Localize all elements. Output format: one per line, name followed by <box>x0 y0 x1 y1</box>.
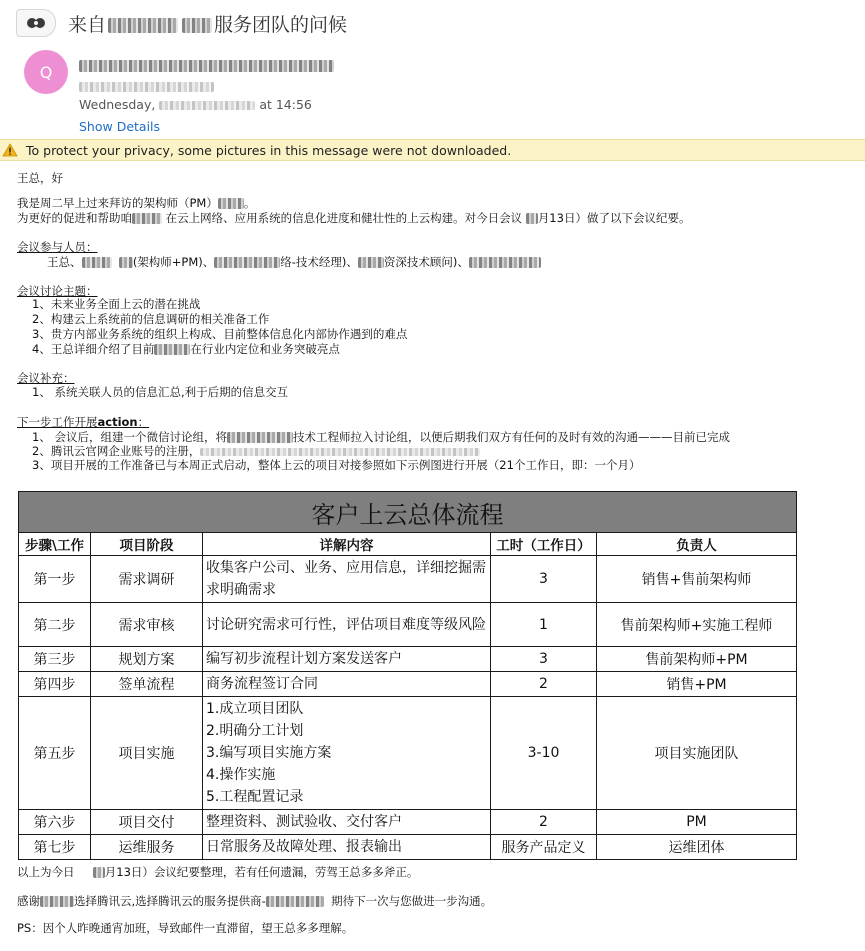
closing-text: 以上为今日 <box>17 865 75 879</box>
participants-line <box>17 255 541 270</box>
stage-cell: 项目交付 <box>91 810 203 835</box>
owner-cell: 运维团体 <box>597 835 797 860</box>
topic-item: 1、未来业务全面上云的潜在挑战 <box>32 297 201 311</box>
topic-item: 2、构建云上系统前的信息调研的相关准备工作 <box>32 312 270 326</box>
subject-suffix: 服务团队的问候 <box>214 13 348 36</box>
column-header: 工时（工作日） <box>491 533 597 556</box>
step-cell: 第七步 <box>19 835 91 860</box>
greeting: 王总，好 <box>17 171 63 185</box>
participant-text: 资深技术顾问)、 <box>383 255 469 269</box>
table-row <box>19 603 797 647</box>
owner-cell: 售前架构师+PM <box>597 647 797 672</box>
table-title: 客户上云总体流程 <box>19 492 797 533</box>
intro-text: 为更好的促进和帮助咱 <box>17 211 132 225</box>
redacted-text <box>82 257 112 268</box>
detail-line: 1.成立项目团队 <box>206 701 304 717</box>
closing-text: 选择腾讯云,选择腾讯云的服务提供商- <box>74 894 266 908</box>
redacted-text <box>154 344 190 355</box>
sender-name[interactable] <box>79 55 334 74</box>
detail-line: 3.编写项目实施方案 <box>206 745 332 761</box>
owner-cell: 项目实施团队 <box>597 697 797 810</box>
table-row <box>19 672 797 697</box>
intro-text: 月13日）做了以下会议纪要。 <box>537 211 691 225</box>
owner-cell: 销售+PM <box>597 672 797 697</box>
intro-line-1: 我是周二早上过来拜访的架构师（PM） 。 <box>17 196 256 210</box>
redacted-text <box>40 896 74 907</box>
redacted-text <box>469 257 541 268</box>
topics-title: 会议讨论主题： <box>17 284 98 298</box>
next-title-text: 下一步工作开展 <box>17 415 98 429</box>
warning-icon <box>2 143 18 157</box>
closing-line-2 <box>17 894 492 909</box>
redacted-text <box>119 257 133 268</box>
detail-line: 4.操作实施 <box>206 767 276 783</box>
conversation-icon <box>25 16 47 30</box>
days-cell: 3 <box>491 647 597 672</box>
next-title-bold: action <box>97 415 138 429</box>
step-cell: 第二步 <box>19 603 91 647</box>
subject-row <box>16 6 347 40</box>
redacted-text <box>159 101 255 110</box>
avatar-letter: Q <box>39 62 53 82</box>
privacy-warning-bar[interactable] <box>0 139 865 161</box>
stage-cell: 需求调研 <box>91 556 203 603</box>
redacted-text <box>132 213 162 224</box>
table-row <box>19 556 797 603</box>
stage-cell: 规划方案 <box>91 647 203 672</box>
stage-cell: 项目实施 <box>91 697 203 810</box>
detail-cell: 编写初步流程计划方案发送客户 <box>203 647 491 672</box>
column-header: 负责人 <box>597 533 797 556</box>
redacted-text <box>526 213 538 224</box>
subject-prefix: 来自 <box>68 13 107 36</box>
closing-text: 月13日）会议纪要整理，若有任何遗漏，劳驾王总多多斧正。 <box>104 865 419 879</box>
stage-cell: 需求审核 <box>91 603 203 647</box>
days-cell: 2 <box>491 672 597 697</box>
next-step-item <box>17 444 480 459</box>
step-cell: 第五步 <box>19 697 91 810</box>
table-row <box>19 810 797 835</box>
intro-line-2 <box>17 211 690 226</box>
cloud-migration-flow-table <box>18 491 797 860</box>
topic-item: 3、贵方内部业务系统的组织上构成、目前整体信息化内部协作遇到的难点 <box>32 327 408 341</box>
column-header: 项目阶段 <box>91 533 203 556</box>
supplement-title: 会议补充： <box>17 371 75 385</box>
table-row <box>19 835 797 860</box>
redacted-text <box>214 257 280 268</box>
column-header: 详解内容 <box>203 533 491 556</box>
stage-cell: 运维服务 <box>91 835 203 860</box>
next-step-text: 2、腾讯云官网企业账号的注册， <box>32 444 201 458</box>
redacted-text <box>108 18 178 33</box>
redacted-text <box>93 867 105 878</box>
detail-cell: 讨论研究需求可行性，评估项目难度等级风险 <box>203 603 491 647</box>
recipient-line[interactable] <box>79 76 214 95</box>
email-subject <box>68 10 347 37</box>
next-title-colon: ： <box>137 415 150 429</box>
days-cell: 1 <box>491 603 597 647</box>
table-row <box>19 647 797 672</box>
redacted-text <box>79 82 214 92</box>
detail-cell: 整理资料、测试验收、交付客户 <box>203 810 491 835</box>
date-prefix: Wednesday, <box>79 97 156 112</box>
redacted-text <box>218 198 244 209</box>
detail-line: 5.工程配置记录 <box>206 789 304 805</box>
intro-text: 在云上网络、应用系统的信息化进度和健壮性的上云构建。对今日会议 <box>165 211 523 225</box>
closing-line-1 <box>17 865 418 880</box>
step-cell: 第六步 <box>19 810 91 835</box>
detail-cell: 商务流程签订合同 <box>203 672 491 697</box>
redacted-text <box>358 257 384 268</box>
supplement-item: 1、 系统关联人员的信息汇总,利于后期的信息交互 <box>32 385 289 399</box>
owner-cell: 售前架构师+实施工程师 <box>597 603 797 647</box>
redacted-text <box>227 432 293 443</box>
detail-cell <box>203 697 491 810</box>
privacy-message: To protect your privacy, some pictures in this message were not downloaded. <box>26 142 512 158</box>
sender-avatar <box>24 50 68 94</box>
participants-title: 会议参与人员： <box>17 240 98 254</box>
days-cell: 2 <box>491 810 597 835</box>
table-header-row <box>19 533 797 556</box>
detail-cell: 日常服务及故障处理、报表输出 <box>203 835 491 860</box>
days-cell: 3-10 <box>491 697 597 810</box>
intro-text: 我是周二早上过来拜访的架构师（PM） <box>17 196 218 210</box>
email-date <box>79 97 312 112</box>
detail-line: 2.明确分工计划 <box>206 723 304 739</box>
redacted-text <box>200 448 480 456</box>
next-step-text: 1、 会议后，组建一个微信讨论组，将 <box>32 430 227 444</box>
show-details-link[interactable]: Show Details <box>79 119 161 134</box>
days-cell: 3 <box>491 556 597 603</box>
topic-text: 4、王总详细介绍了目前 <box>32 342 155 356</box>
redacted-text <box>266 896 324 907</box>
step-cell: 第三步 <box>19 647 91 672</box>
owner-cell: PM <box>597 810 797 835</box>
step-cell: 第一步 <box>19 556 91 603</box>
table-row <box>19 697 797 810</box>
owner-cell: 销售+售前架构师 <box>597 556 797 603</box>
participant-text: 王总、 <box>47 255 82 269</box>
ps-line: PS：因个人昨晚通宵加班，导致邮件一直滞留，望王总多多理解。 <box>17 921 354 935</box>
detail-cell: 收集客户公司、业务、应用信息，详细挖掘需求明确需求 <box>203 556 491 603</box>
next-step-item <box>17 430 730 445</box>
topic-item <box>17 342 340 357</box>
redacted-text <box>79 60 334 72</box>
thread-toggle-button[interactable] <box>16 9 56 37</box>
participant-text: 络-技术经理)、 <box>280 255 358 269</box>
participant-text: (架构师+PM)、 <box>132 255 215 269</box>
topic-text: 在行业内定位和业务突破亮点 <box>190 342 340 356</box>
redacted-text <box>182 18 212 33</box>
next-steps-title <box>17 415 149 430</box>
column-header: 步骤\工作 <box>19 533 91 556</box>
date-time: at 14:56 <box>259 97 312 112</box>
closing-text: 感谢 <box>17 894 40 908</box>
days-cell: 服务产品定义 <box>491 835 597 860</box>
next-step-item: 3、项目开展的工作准备已与本周正式启动，整体上云的项目对接参照如下示例图进行开展（21个工作日，即：一个月） <box>32 458 641 472</box>
next-step-text: 技术工程师拉入讨论组，以便后期我们双方有任何的及时有效的沟通———目前已完成 <box>292 430 730 444</box>
stage-cell: 签单流程 <box>91 672 203 697</box>
step-cell: 第四步 <box>19 672 91 697</box>
closing-text: 期待下一次与您做进一步沟通。 <box>331 894 493 908</box>
